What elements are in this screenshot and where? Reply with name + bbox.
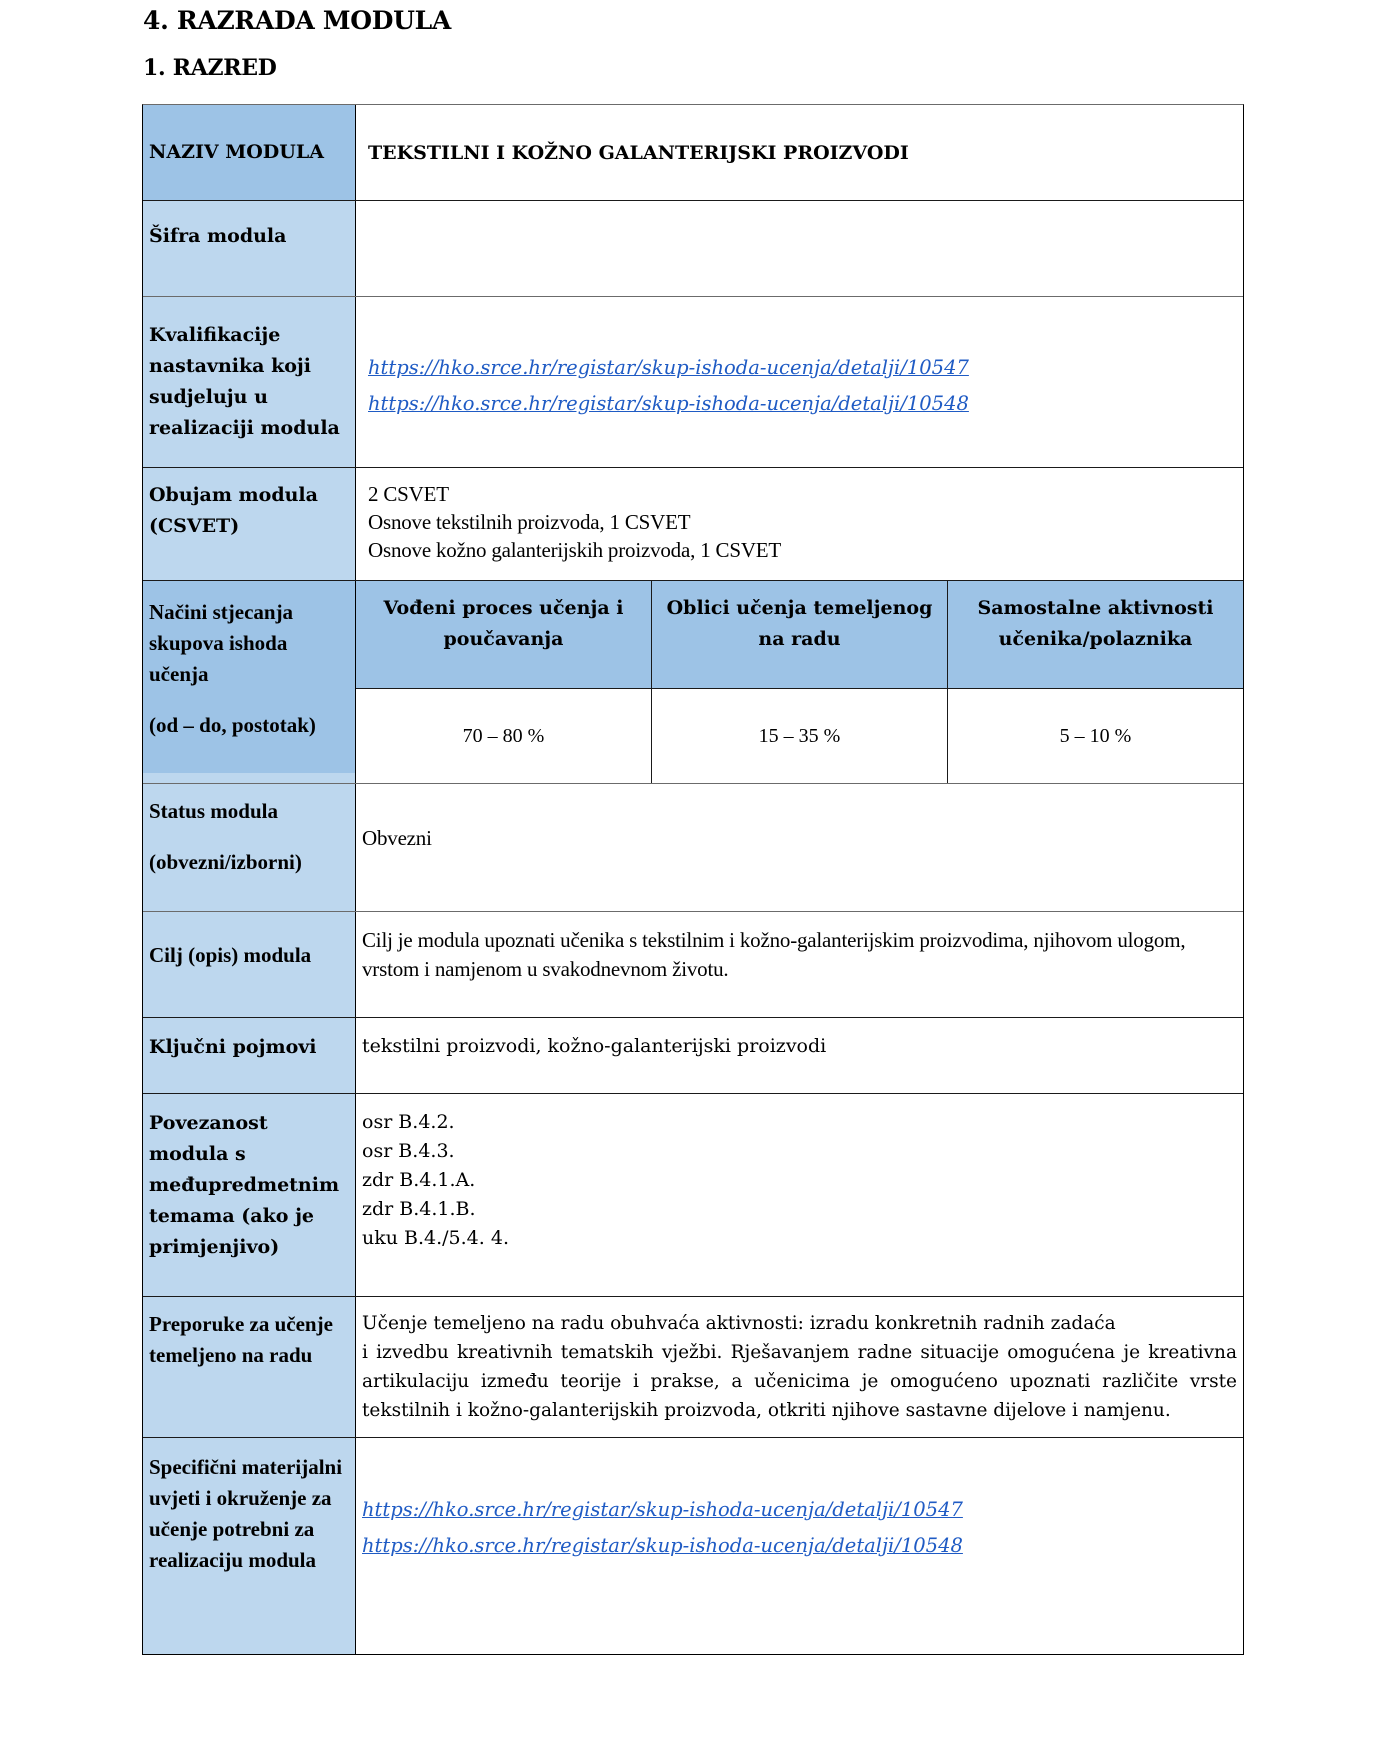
value-oblici: 15 – 35 % bbox=[652, 689, 948, 783]
row-nacini bbox=[143, 581, 1243, 784]
tema-item: zdr B.4.1.B. bbox=[362, 1198, 476, 1220]
label-specificni: Specifični materijalni uvjeti i okruženje za učenje potrebni za realizaciju modula bbox=[143, 1438, 356, 1654]
row-sifra bbox=[143, 201, 1243, 297]
col-header-samostalne: Samostalne aktivnosti učenika/polaznika bbox=[948, 581, 1243, 688]
nacini-header-row bbox=[356, 581, 1243, 689]
cilj-text: Cilj je modula upoznati učenika s tekstilnim i kožno-galanterijskim proizvodima, njihovom ulogom, vrstom i namjenom u svakodnevnom životu. bbox=[362, 928, 1186, 981]
value-obujam bbox=[356, 468, 1243, 580]
preporuke-text: i izvedbu kreativnih tematskih vježbi. Rješavanjem radne situacije omogućena je kreativna artikulaciju između teorije i prakse, a učenicima je omogućeno upoznati različite vrste tekstilnih i kožno-galanterijskih proizvoda, otkriti njihove sastavne dijelove i namjenu. bbox=[362, 1342, 1237, 1421]
value-status bbox=[356, 784, 1243, 911]
value-naziv bbox=[356, 105, 1243, 200]
nacini-label-note: (od – do, postotak) bbox=[149, 713, 316, 737]
row-povezanost bbox=[143, 1094, 1243, 1297]
label-povezanost: Povezanost modula s međupredmetnim temama (ako je primjenjivo) bbox=[143, 1094, 356, 1296]
label-status bbox=[143, 784, 356, 911]
module-table bbox=[142, 104, 1244, 1655]
status-value: Obvezni bbox=[362, 826, 432, 850]
value-vodeni: 70 – 80 % bbox=[356, 689, 652, 783]
value-cilj bbox=[356, 912, 1243, 1017]
label-preporuke: Preporuke za učenje temeljeno na radu bbox=[143, 1297, 356, 1437]
row-kvalifikacije bbox=[143, 297, 1243, 468]
row-naziv bbox=[143, 105, 1243, 201]
col-header-vodeni: Vođeni proces učenja i poučavanja bbox=[356, 581, 652, 688]
value-pojmovi bbox=[356, 1018, 1243, 1093]
obujam-line: 2 CSVET bbox=[368, 482, 449, 506]
section-heading: 4. RAZRADA MODULA bbox=[143, 6, 451, 35]
value-preporuke bbox=[356, 1297, 1243, 1437]
row-preporuke bbox=[143, 1297, 1243, 1438]
label-kvalifikacije: Kvalifikacije nastavnika koji sudjeluju u realizaciji modula bbox=[143, 297, 356, 467]
status-label-note: (obvezni/izborni) bbox=[149, 850, 302, 874]
label-cilj: Cilj (opis) modula bbox=[143, 912, 356, 1017]
link-kvalifikacija-10548[interactable]: https://hko.srce.hr/registar/skup-ishoda-ucenja/detalji/10548 bbox=[368, 392, 969, 415]
value-kvalifikacije bbox=[356, 297, 1243, 467]
module-title: TEKSTILNI I KOŽNO GALANTERIJSKI PROIZVODI bbox=[368, 141, 909, 164]
obujam-line: Osnove tekstilnih proizvoda, 1 CSVET bbox=[368, 510, 691, 534]
tema-item: osr B.4.3. bbox=[362, 1140, 455, 1162]
row-pojmovi bbox=[143, 1018, 1243, 1094]
row-status bbox=[143, 784, 1243, 912]
row-obujam bbox=[143, 468, 1243, 581]
link-uvjeti-10548[interactable]: https://hko.srce.hr/registar/skup-ishoda-ucenja/detalji/10548 bbox=[362, 1534, 963, 1557]
tema-item: zdr B.4.1.A. bbox=[362, 1169, 476, 1191]
preporuke-line-1: Učenje temeljeno na radu obuhvaća aktivnosti: izradu konkretnih radnih zadaća bbox=[362, 1313, 1116, 1334]
status-label-main: Status modula bbox=[149, 799, 278, 823]
tema-item: osr B.4.2. bbox=[362, 1111, 455, 1133]
obujam-line: Osnove kožno galanterijskih proizvoda, 1 CSVET bbox=[368, 538, 782, 562]
pojmovi-text: tekstilni proizvodi, kožno-galanterijski proizvodi bbox=[362, 1035, 827, 1057]
value-specificni bbox=[356, 1438, 1243, 1654]
value-samostalne: 5 – 10 % bbox=[1059, 724, 1132, 747]
nacini-label-box bbox=[143, 581, 355, 773]
value-povezanost bbox=[356, 1094, 1243, 1296]
link-kvalifikacija-10547[interactable]: https://hko.srce.hr/registar/skup-ishoda-ucenja/detalji/10547 bbox=[368, 356, 969, 379]
row-cilj bbox=[143, 912, 1243, 1018]
tema-item: uku B.4./5.4. 4. bbox=[362, 1227, 509, 1249]
col-header-oblici: Oblici učenja temeljenog na radu bbox=[652, 581, 948, 688]
label-obujam: Obujam modula (CSVET) bbox=[143, 468, 356, 580]
label-naziv: NAZIV MODULA bbox=[143, 105, 356, 200]
link-uvjeti-10547[interactable]: https://hko.srce.hr/registar/skup-ishoda-ucenja/detalji/10547 bbox=[362, 1498, 963, 1521]
nacini-value-row bbox=[356, 689, 1243, 783]
label-pojmovi: Ključni pojmovi bbox=[143, 1018, 356, 1093]
value-sifra bbox=[356, 201, 1243, 296]
label-sifra: Šifra modula bbox=[143, 201, 356, 296]
row-specificni bbox=[143, 1438, 1243, 1654]
label-nacini bbox=[143, 581, 356, 783]
nacini-label-main: Načini stjecanja skupova ishoda učenja bbox=[149, 600, 294, 686]
subsection-heading: 1. RAZRED bbox=[143, 55, 277, 81]
